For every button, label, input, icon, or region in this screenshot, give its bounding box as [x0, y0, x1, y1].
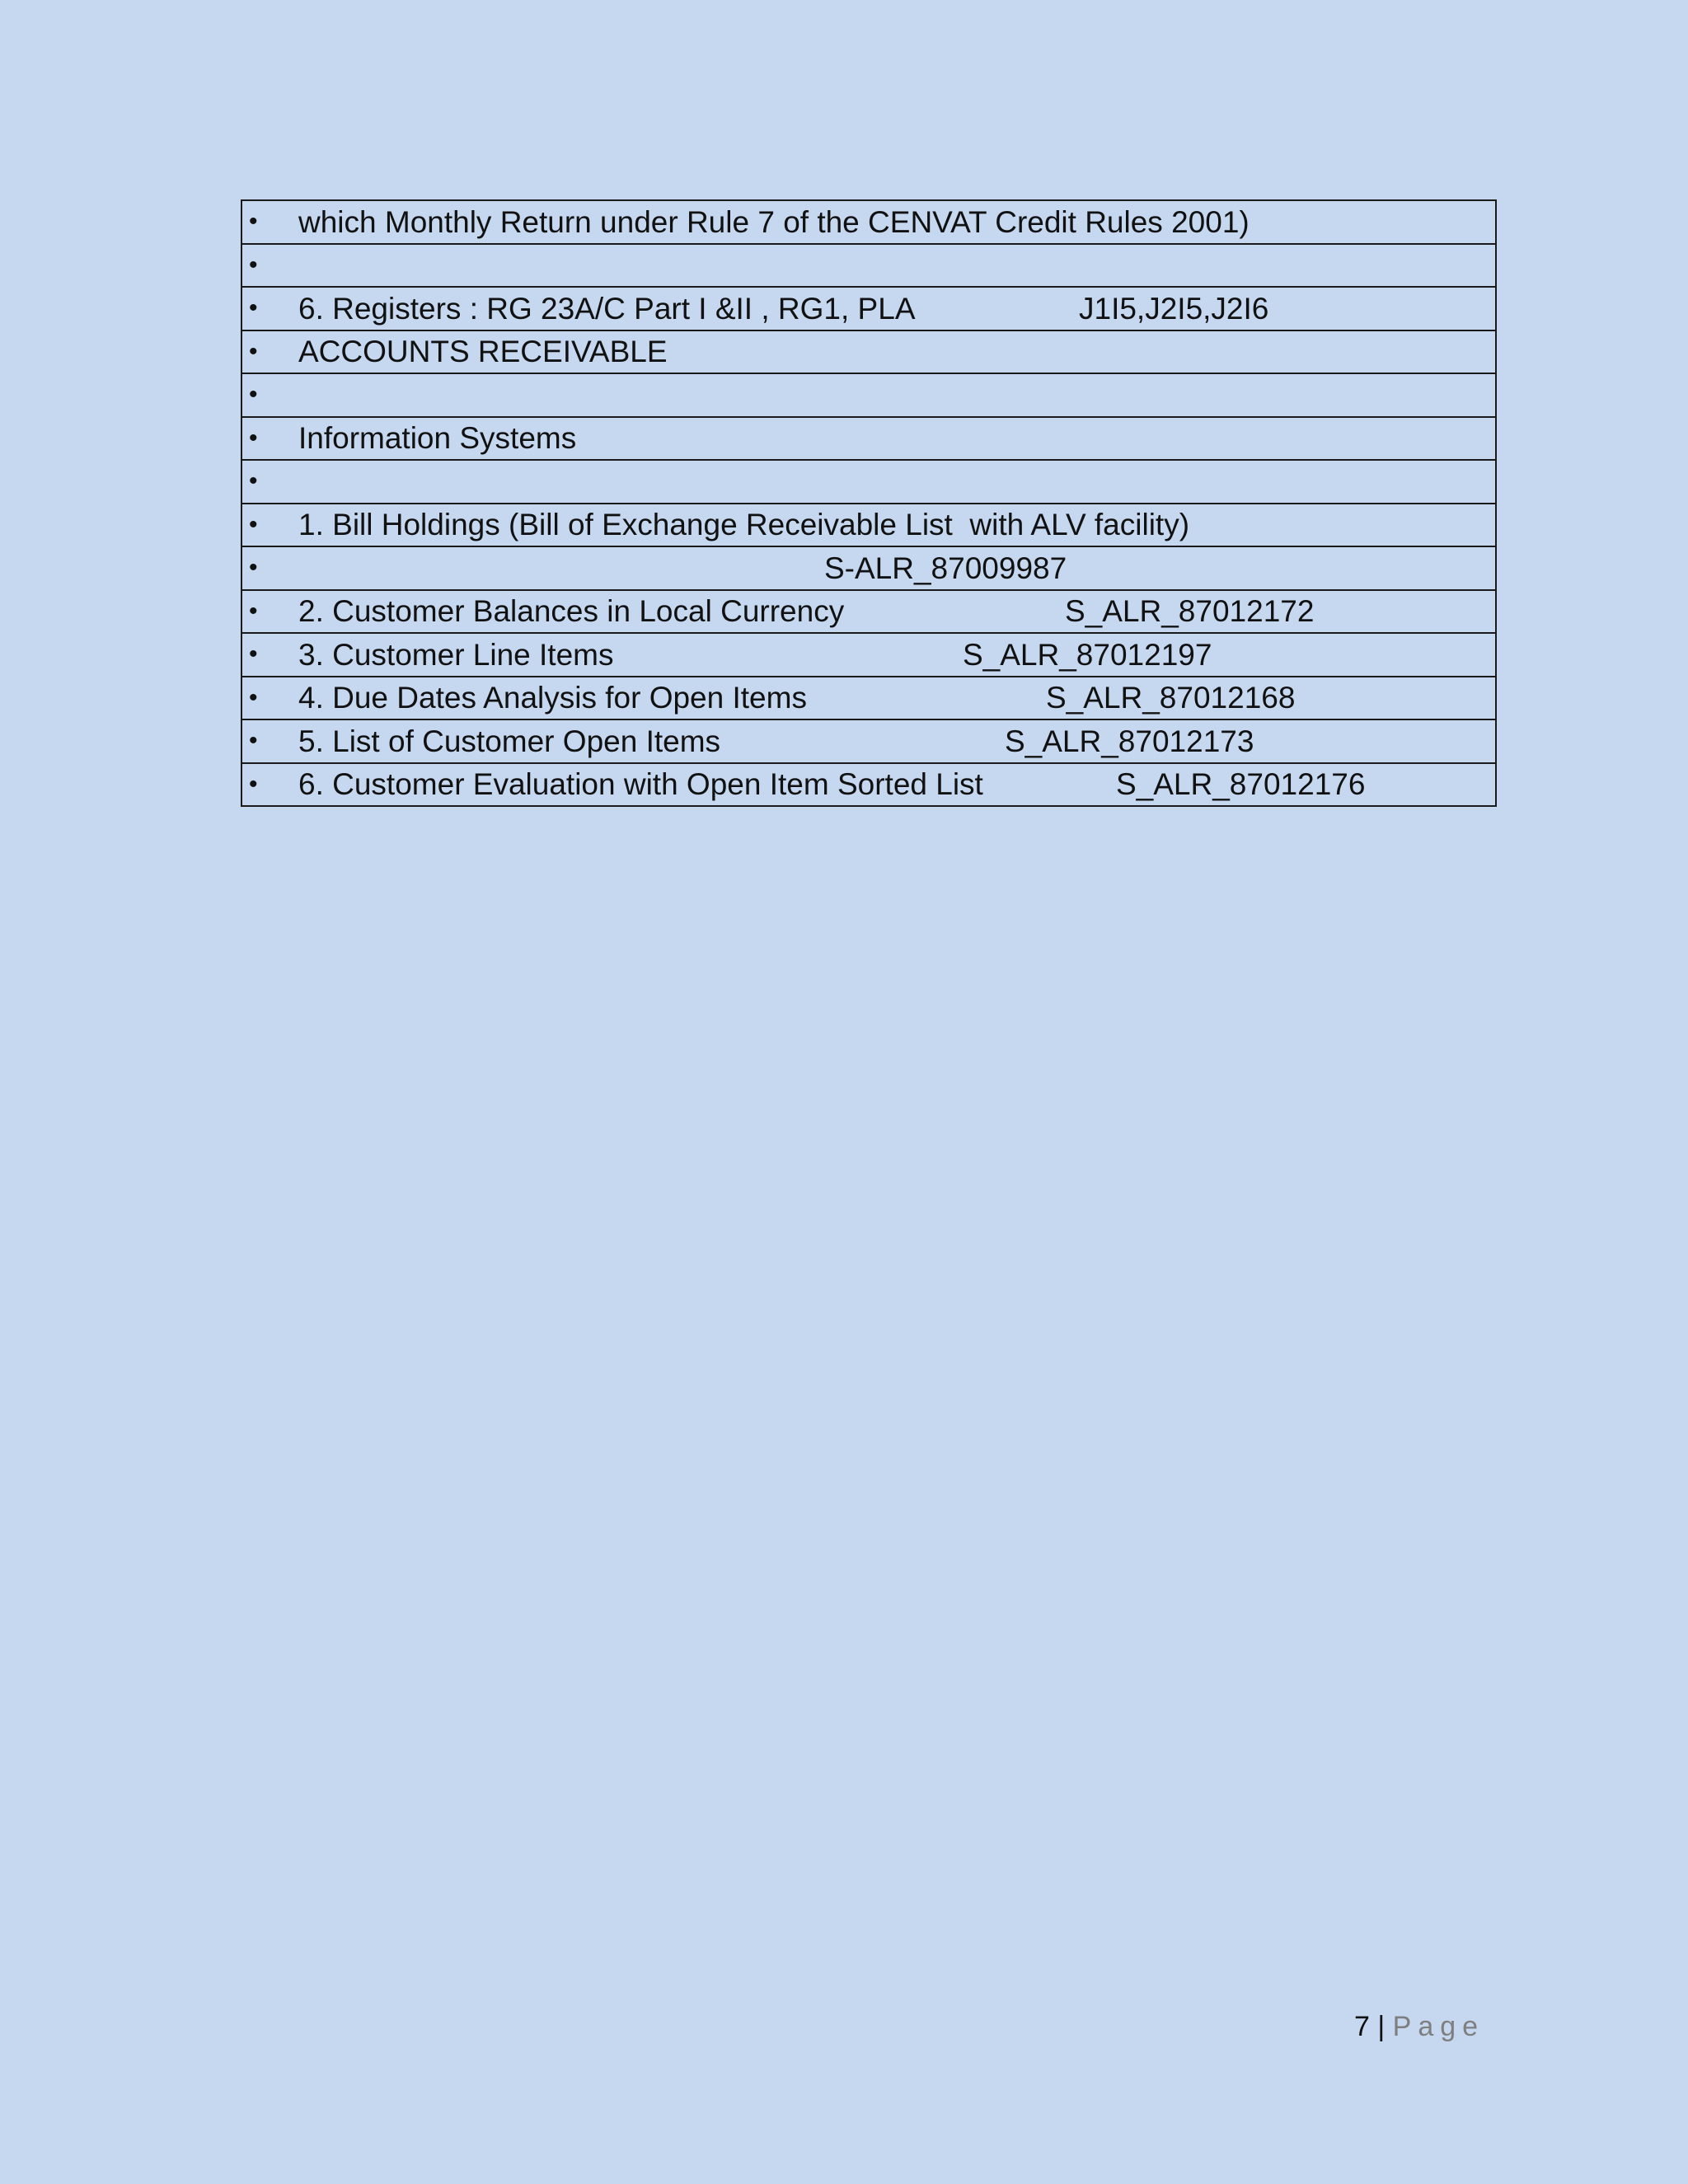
page-number: 7 [1354, 2011, 1370, 2042]
row-text: 6. Registers : RG 23A/C Part I &II , RG1, PLA [298, 291, 916, 326]
bullet-icon: • [249, 597, 258, 625]
table-row [241, 763, 1496, 807]
table-row [241, 200, 1496, 244]
row-text: 2. Customer Balances in Local Currency [298, 594, 845, 629]
footer-separator: | [1377, 2011, 1386, 2042]
content-table [241, 199, 1497, 807]
bullet-icon: • [249, 208, 258, 236]
bullet-icon: • [249, 727, 258, 755]
row-text: which Monthly Return under Rule 7 of the CENVAT Credit Rules 2001) [298, 204, 1250, 239]
table-row [241, 373, 1496, 417]
page-label: Page [1392, 2011, 1485, 2042]
page-footer [1354, 2011, 1484, 2043]
bullet-icon: • [249, 424, 258, 452]
table-row [241, 504, 1496, 547]
table-row [241, 633, 1496, 677]
table-row [241, 330, 1496, 374]
row-code: S-ALR_87009987 [824, 551, 1067, 585]
bullet-icon: • [249, 467, 258, 495]
row-code: J1I5,J2I5,J2I6 [1079, 291, 1269, 326]
table-row [241, 287, 1496, 330]
row-text: 4. Due Dates Analysis for Open Items [298, 681, 807, 715]
row-text: Information Systems [298, 421, 577, 456]
row-text: 6. Customer Evaluation with Open Item Sorted List [298, 767, 983, 802]
bullet-icon: • [249, 554, 258, 582]
bullet-icon: • [249, 381, 258, 409]
row-code: S_ALR_87012173 [1005, 724, 1254, 758]
table-row [241, 590, 1496, 634]
table-row [241, 244, 1496, 288]
bullet-icon: • [249, 251, 258, 279]
row-text: 1. Bill Holdings (Bill of Exchange Receivable List with ALV facility) [298, 508, 1190, 542]
bullet-icon: • [249, 770, 258, 798]
row-code: S_ALR_87012168 [1046, 681, 1296, 715]
bullet-icon: • [249, 510, 258, 538]
table-row [241, 417, 1496, 461]
row-text: ACCOUNTS RECEIVABLE [298, 335, 668, 369]
table-row [241, 677, 1496, 720]
row-text: 5. List of Customer Open Items [298, 724, 721, 758]
table-row [241, 460, 1496, 504]
row-code: S_ALR_87012197 [963, 637, 1212, 672]
bullet-icon: • [249, 337, 258, 365]
bullet-icon: • [249, 294, 258, 322]
table-row [241, 719, 1496, 763]
table-row [241, 546, 1496, 590]
row-code: S_ALR_87012176 [1116, 767, 1366, 802]
row-code: S_ALR_87012172 [1065, 594, 1315, 629]
row-text: 3. Customer Line Items [298, 637, 614, 672]
bullet-icon: • [249, 683, 258, 711]
bullet-icon: • [249, 640, 258, 668]
